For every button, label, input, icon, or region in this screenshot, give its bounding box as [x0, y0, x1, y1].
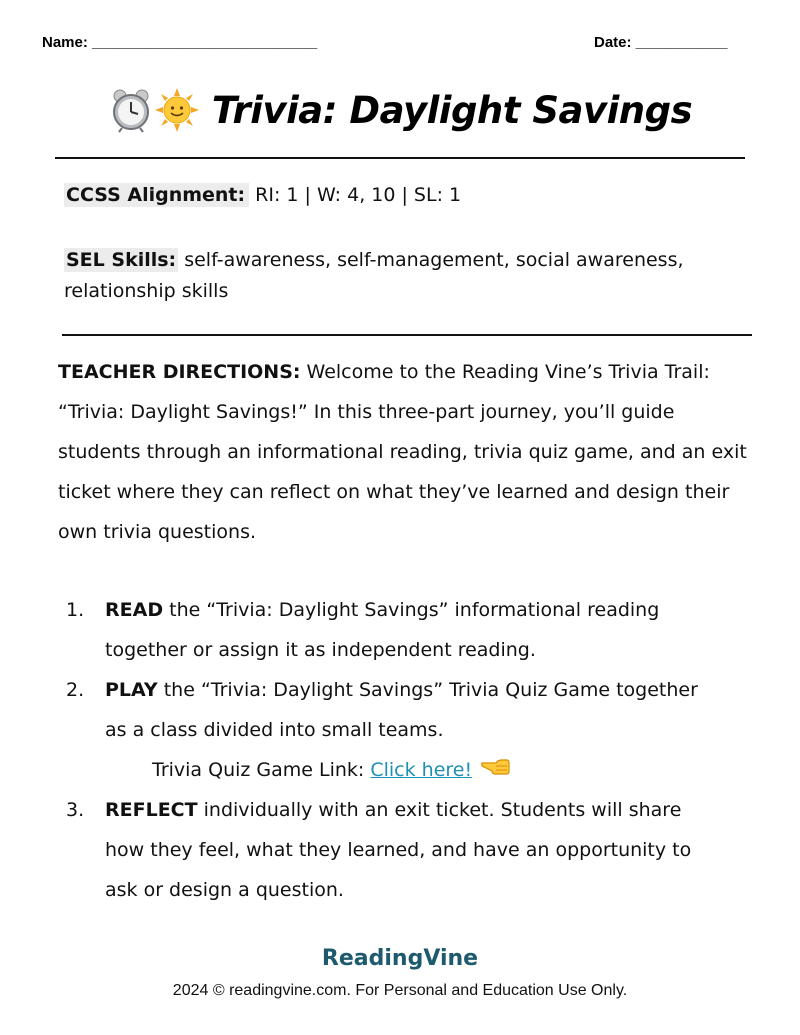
date-field-label: Date: ___________: [594, 34, 728, 51]
step-text: individually with an exit ticket. Students will share: [203, 799, 682, 821]
step-text: ask or design a question.: [105, 879, 344, 901]
step-number: 2.: [66, 679, 85, 701]
divider: [62, 334, 752, 336]
step-read: [105, 590, 765, 670]
step-keyword: PLAY: [105, 679, 158, 701]
title-row: [0, 78, 800, 142]
alarm-clock-icon: [108, 87, 154, 133]
step-text: the “Trivia: Daylight Savings” informational reading: [169, 599, 660, 621]
sun-face-icon: [154, 87, 200, 133]
sel-skills: [64, 245, 744, 307]
teacher-directions: [58, 352, 758, 552]
step-play: [105, 670, 765, 750]
page-title: Trivia: Daylight Savings: [211, 88, 693, 132]
step-number: 3.: [66, 799, 85, 821]
quiz-link-label: Trivia Quiz Game Link:: [152, 759, 365, 781]
pointing-hand-icon: [480, 751, 510, 791]
name-field-label: Name: ___________________________: [42, 34, 318, 51]
quiz-link-row: [152, 750, 510, 791]
step-keyword: READ: [105, 599, 164, 621]
brand-logo: ReadingVine: [321, 946, 479, 971]
divider: [55, 157, 745, 159]
ccss-alignment: [64, 184, 461, 206]
ccss-value: RI: 1 | W: 4, 10 | SL: 1: [255, 184, 462, 206]
step-text: as a class divided into small teams.: [105, 719, 444, 741]
sel-value: self-awareness, self-management, social awareness, relationship skills: [64, 249, 684, 302]
step-text: how they feel, what they learned, and have an opportunity to: [105, 839, 692, 861]
sel-label: SEL Skills:: [66, 249, 177, 271]
quiz-game-link[interactable]: Click here!: [370, 759, 473, 781]
step-reflect: [105, 790, 765, 910]
step-text: the “Trivia: Daylight Savings” Trivia Quiz Game together: [163, 679, 698, 701]
step-number: 1.: [66, 599, 85, 621]
step-text: together or assign it as independent reading.: [105, 639, 536, 661]
copyright: 2024 © readingvine.com. For Personal and Education Use Only.: [172, 982, 628, 999]
step-keyword: REFLECT: [105, 799, 198, 821]
ccss-label: CCSS Alignment:: [64, 183, 249, 207]
directions-text: Welcome to the Reading Vine’s Trivia Trail: “Trivia: Daylight Savings!” In this three-part journey, you’ll guide students through an informational reading, trivia quiz game, and an exit ticket where they can reflect on what they’ve learned and design their own trivia questions.: [58, 361, 747, 543]
directions-label: TEACHER DIRECTIONS:: [58, 361, 301, 383]
